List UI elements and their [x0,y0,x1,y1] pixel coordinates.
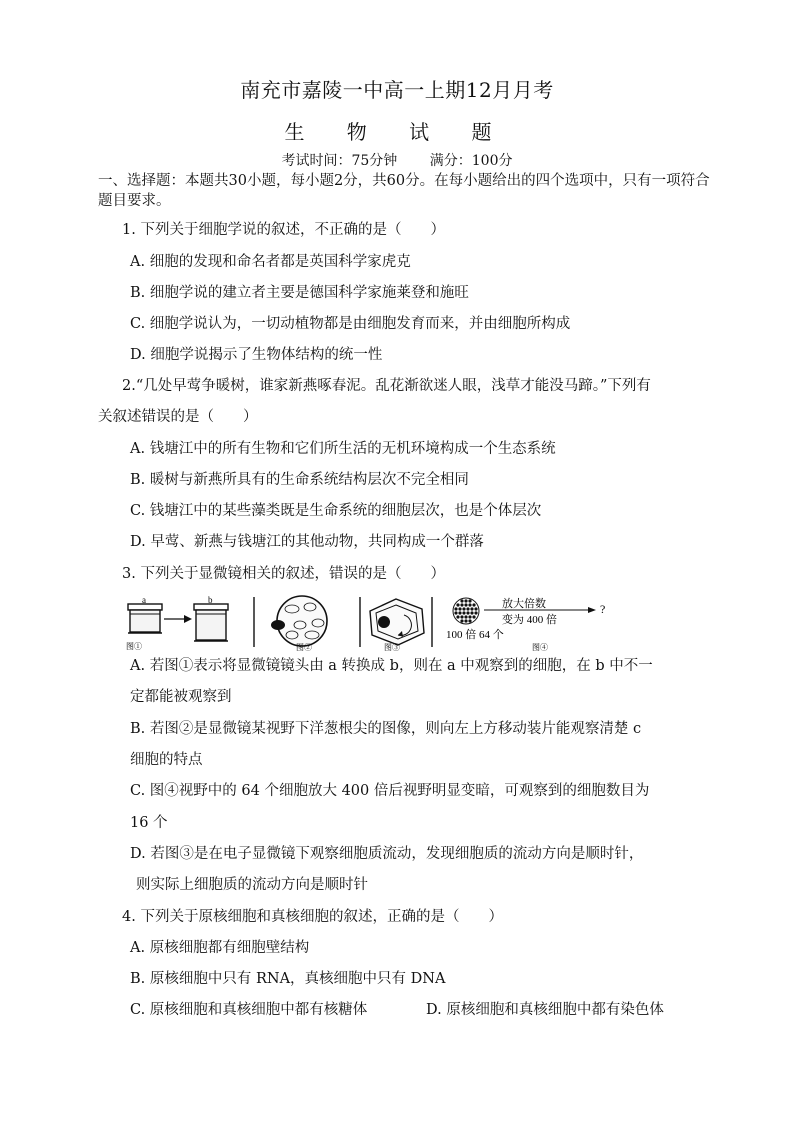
question-2-option-d: D. 早莺、新燕与钱塘江的其他动物，共同构成一个群落 [130,534,484,550]
magnification-text-1: 放大倍数 [502,598,546,610]
cell-count-text: 100 倍 64 个 [446,629,504,641]
question-3-option-a-line1: A. 若图①表示将显微镜镜头由 a 转换成 b，则在 a 中观察到的细胞，在 b 中不一 [130,658,653,674]
question-4-option-c: C. 原核细胞和真核细胞中都有核糖体 [130,1002,368,1018]
section-intro: 一、选择题：本题共30小题，每小题2分，共60分。在每小题给出的四个选项中，只有一项符合题目要求。 [98,173,710,209]
question-1-option-b: B. 细胞学说的建立者主要是德国科学家施莱登和施旺 [130,285,469,301]
exam-info [0,150,794,170]
magnification-text-2: 变为 400 倍 [502,614,557,626]
figure-2-root-tip-view [252,595,352,651]
question-3-option-c-line1: C. 图④视野中的 64 个细胞放大 400 倍后视野明显变暗，可观察到的细胞数目为 [130,783,650,799]
subject-title: 生 物 试 题 [284,120,510,144]
exam-time: 考试时间：75分钟 [281,153,398,169]
figure-4-label: 图④ [532,643,548,651]
question-1-option-a: A. 细胞的发现和命名者都是英国科学家虎克 [130,254,411,270]
question-2-stem-line2: 关叙述错误的是（ ） [98,409,258,425]
question-4-option-d: D. 原核细胞和真核细胞中都有染色体 [426,1002,664,1018]
microscope-figures [122,595,642,653]
question-3-option-b-line2: 细胞的特点 [130,752,203,768]
exam-score: 满分：100分 [429,153,513,169]
question-2-option-b: B. 暖树与新燕所具有的生命系统结构层次不完全相同 [130,472,469,488]
lens-b-label: b [208,595,213,605]
question-3-option-a-line2: 定都能被观察到 [130,689,232,705]
figure-4-magnification [444,595,644,651]
question-4-option-b: B. 原核细胞中只有 RNA，真核细胞中只有 DNA [130,971,446,987]
exam-title: 南充市嘉陵一中高一上期12月月考 [240,78,554,102]
question-3-stem: 3. 下列关于显微镜相关的叙述，错误的是（ ） [122,566,445,582]
figure-1-label: 图① [126,642,142,651]
question-1-stem: 1. 下列关于细胞学说的叙述，不正确的是（ ） [122,222,445,238]
question-1-option-d: D. 细胞学说揭示了生物体结构的统一性 [130,347,383,363]
question-3-option-c-line2: 16 个 [130,815,168,831]
question-3-option-b-line1: B. 若图②是显微镜某视野下洋葱根尖的图像，则向左上方移动装片能观察清楚 c [130,721,642,737]
question-1-option-c: C. 细胞学说认为，一切动植物都是由细胞发育而来，并由细胞所构成 [130,316,571,332]
figure-3-label: 图③ [384,643,400,651]
question-4-option-a: A. 原核细胞都有细胞壁结构 [130,940,310,956]
question-3-option-d-line1: D. 若图③是在电子显微镜下观察细胞质流动，发现细胞质的流动方向是顺时针， [130,846,644,862]
figure-1-lenses [122,595,237,651]
question-2-stem-line1: 2.“几处早莺争暖树，谁家新燕啄春泥。乱花渐欲迷人眼，浅草才能没马蹄。”下列有 [122,378,651,394]
figure-3-cytoplasm-flow [358,595,438,651]
question-2-option-a: A. 钱塘江中的所有生物和它们所生活的无机环境构成一个生态系统 [130,441,556,457]
question-2-option-c: C. 钱塘江中的某些藻类既是生命系统的细胞层次，也是个体层次 [130,503,542,519]
question-3-option-d-line2: 则实际上细胞质的流动方向是顺时针 [136,877,368,893]
question-4-stem: 4. 下列关于原核细胞和真核细胞的叙述，正确的是（ ） [122,909,503,925]
question-mark: ? [600,602,606,616]
lens-a-label: a [142,595,146,605]
figure-2-label: 图② [296,643,312,651]
